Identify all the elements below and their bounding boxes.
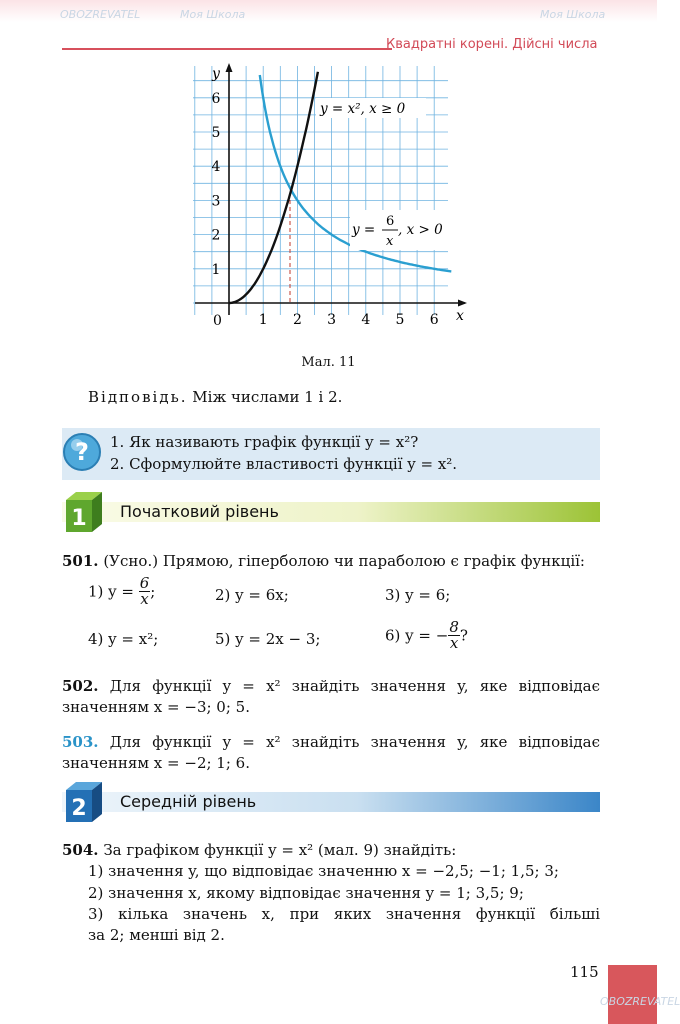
hyperbola-label-num: 6: [386, 214, 395, 229]
watermark-brand: OBOZREVATEL: [60, 8, 141, 21]
watermark-school: Моя Школа: [180, 8, 246, 21]
y-tick-label: 1: [211, 261, 221, 278]
question-1: 1. Як називають графік функції y = x²?: [110, 433, 419, 451]
y-tick-label: 2: [211, 227, 221, 244]
task-504-line-3: 2) значення x, якому відповідає значення y = 1; 3,5; 9;: [88, 884, 524, 902]
task-502-line-2: значенням x = −3; 0; 5.: [62, 698, 250, 716]
function-graph: [190, 60, 480, 360]
x-tick-label: 3: [327, 312, 337, 328]
figure-caption: Мал. 11: [301, 355, 356, 370]
hyperbola-label-den: x: [386, 234, 394, 249]
question-mark-icon: [62, 432, 102, 472]
watermark-brand: OBOZREVATEL: [600, 995, 680, 1008]
watermark-school: Моя Школа: [540, 8, 606, 21]
page-number: 115: [570, 963, 599, 981]
header-title: Квадратні корені. Дійсні числа: [386, 37, 598, 52]
level-2-cube-icon: [62, 780, 106, 824]
task-504-line-1: 504. За графіком функції y = x² (мал. 9) знайдіть:: [62, 841, 457, 859]
y-tick-label: 6: [211, 90, 221, 107]
y-tick-label: 4: [211, 159, 221, 176]
x-axis-arrow: [458, 300, 467, 307]
task-504-line-2: 1) значення y, що відповідає значенню x = −2,5; −1; 1,5; 3;: [88, 862, 559, 880]
hyperbola-label-y: y =: [352, 222, 376, 238]
task-501-item-3: 3) y = 6;: [385, 586, 451, 604]
task-501-text: (Усно.) Прямою, гіперболою чи параболою є графік функції:: [103, 552, 585, 570]
y-tick-label: 5: [211, 125, 221, 141]
task-501-item-1: 1) y = $\frac{6}{x}$ ;: [88, 574, 156, 608]
svg-text:?: ?: [75, 438, 89, 466]
task-501-item-5: 5) y = 2x − 3;: [215, 630, 321, 648]
x-tick-label: 6: [429, 312, 439, 328]
task-504-line-4: 3) кілька значень x, при яких значення функції більші: [88, 905, 600, 923]
hyperbola-label-cond: , x > 0: [398, 222, 443, 238]
answer-label: Відповідь.: [88, 388, 188, 406]
level-1-cube-icon: [62, 490, 106, 534]
task-503-line-1: 503. Для функції y = x² знайдіть значення y, яке відповідає: [62, 733, 600, 751]
task-502-line-1: 502. Для функції y = x² знайдіть значення y, яке відповідає: [62, 677, 600, 695]
parabola-label: y = x², x ≥ 0: [320, 101, 406, 117]
task-501-header: [62, 552, 585, 570]
task-501-item-6: 6) y = − $\frac{8}{x}$ ?: [385, 618, 468, 652]
y-axis-arrow: [226, 63, 233, 72]
svg-text:1: 1: [71, 506, 87, 531]
level-1-title: Початковий рівень: [120, 502, 279, 521]
task-501-item-4: 4) y = x²;: [88, 630, 159, 648]
x-tick-label: 5: [395, 312, 405, 328]
x-tick-label: 1: [258, 312, 268, 328]
task-504-line-5: за 2; менші від 2.: [88, 926, 225, 944]
y-tick-label: 3: [211, 193, 221, 210]
y-tick-labels: [212, 91, 221, 278]
svg-text:2: 2: [71, 796, 87, 821]
task-501-item-2: 2) y = 6x;: [215, 586, 289, 604]
x-tick-label: 2: [292, 312, 302, 328]
level-2-title: Середній рівень: [120, 792, 257, 811]
task-503-line-2: значенням x = −2; 1; 6.: [62, 754, 250, 772]
answer-text: Між числами 1 і 2.: [192, 388, 343, 406]
y-axis-label: y: [212, 66, 220, 82]
origin-label: 0: [213, 313, 222, 329]
task-501-number: 501.: [62, 552, 99, 570]
answer-line: [88, 388, 342, 406]
question-2: 2. Сформулюйте властивості функції y = x².: [110, 455, 458, 473]
parabola-curve: [229, 72, 318, 303]
header-rule: [62, 48, 392, 50]
x-tick-label: 4: [361, 312, 371, 328]
x-axis-label: x: [456, 308, 464, 324]
